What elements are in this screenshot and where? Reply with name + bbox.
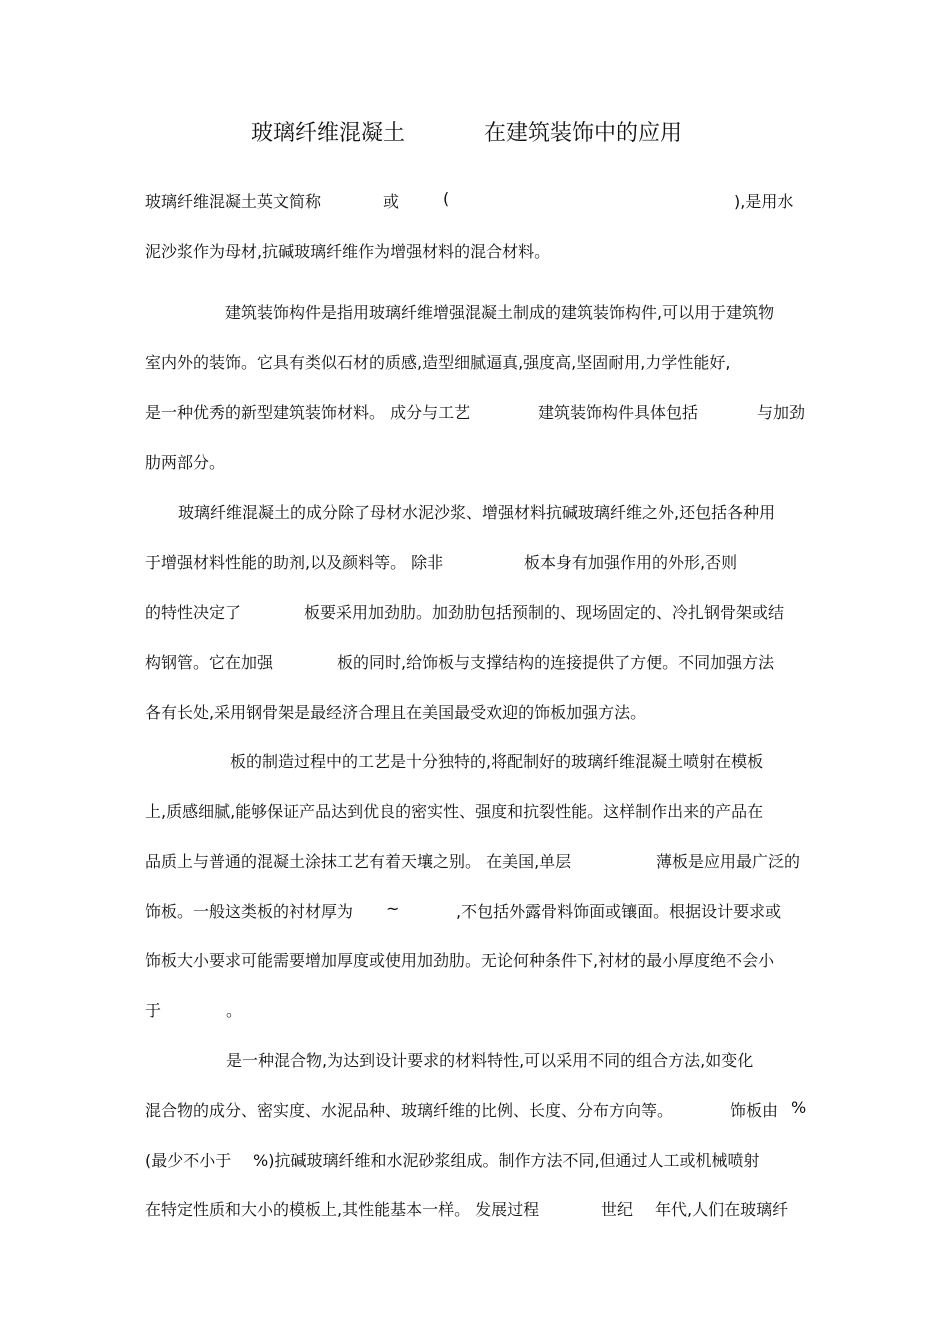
text-segment: 构钢管。它在加强 [145,653,274,672]
text-segment: 或 [383,192,400,211]
text-segment: 板要采用加劲肋。加劲肋包括预制的、现场固定的、冷扎钢骨架或结 [304,603,785,622]
text-line [0,600,950,624]
text-segment: ,不包括外露骨料饰面或镶面。根据设计要求或 [456,902,782,921]
text-segment: ( [443,189,450,208]
text-segment: 建筑装饰构件是指用玻璃纤维增强混凝土制成的建筑装饰构件,可以用于建筑物 [225,303,775,322]
text-segment: 建筑装饰构件具体包括 [538,403,699,422]
text-segment: 是一种混合物,为达到设计要求的材料特性,可以采用不同的组合方法,如变化 [226,1051,754,1070]
text-line [0,1197,950,1221]
text-line [0,450,950,474]
text-segment: 上,质感细腻,能够保证产品达到优良的密实性、强度和抗裂性能。这样制作出来的产品在 [145,802,764,821]
text-segment: 品质上与普通的混凝土涂抹工艺有着天壤之别。 在美国,单层 [145,852,572,871]
text-segment: 于 [145,1001,162,1020]
text-segment: ~ [386,899,400,918]
text-segment: 。 [226,1001,243,1020]
text-segment: 薄板是应用最广泛的 [656,852,801,871]
title-part-2: 在建筑装饰中的应用 [484,121,683,146]
text-segment: 世纪 [601,1200,634,1219]
text-segment: 饰板大小要求可能需要增加厚度或使用加劲肋。无论何种条件下,衬材的最小厚度绝不会小 [145,951,775,970]
text-segment: 与加劲 [757,403,806,422]
text-segment: (最少不小于 [145,1151,232,1170]
text-segment: 在特定性质和大小的模板上,其性能基本一样。 发展过程 [145,1200,540,1219]
text-line [0,899,950,923]
text-segment: 玻璃纤维混凝土的成分除了母材水泥沙浆、增强材料抗碱玻璃纤维之外,还包括各种用 [178,503,776,522]
text-line [0,350,950,374]
text-segment: %)抗碱玻璃纤维和水泥砂浆组成。制作方法不同,但通过人工或机械喷射 [253,1151,760,1170]
text-line [0,799,950,823]
text-line [0,1148,950,1172]
text-line [0,1048,950,1072]
text-segment: 是一种优秀的新型建筑装饰材料。 成分与工艺 [145,403,471,422]
text-line [0,400,950,424]
title-part-1: 玻璃纤维混凝土 [251,121,406,146]
text-segment: 于增强材料性能的助剂,以及颜料等。 除非 [145,553,444,572]
text-segment: ),是用水 [734,192,794,211]
text-segment: 各有长处,采用钢骨架是最经济合理且在美国最受欢迎的饰板加强方法。 [145,703,647,722]
text-segment: % [791,1098,807,1117]
text-line [0,300,950,324]
text-segment: 肋两部分。 [145,453,226,472]
document-title [0,116,950,146]
text-line [0,239,950,263]
text-line [0,550,950,574]
text-segment: 室内外的装饰。它具有类似石材的质感,造型细腻逼真,强度高,坚固耐用,力学性能好, [145,353,731,372]
text-line [0,749,950,773]
text-line [0,948,950,972]
text-line [0,998,950,1022]
text-line [0,650,950,674]
text-segment: 混合物的成分、密实度、水泥品种、玻璃纤维的比例、长度、分布方向等。 [145,1101,674,1120]
text-line [0,500,950,524]
text-segment: 板本身有加强作用的外形,否则 [524,553,738,572]
text-line [0,849,950,873]
text-segment: 板的同时,给饰板与支撑结构的连接提供了方便。不同加强方法 [337,653,775,672]
text-line [0,700,950,724]
text-segment: 板的制造过程中的工艺是十分独特的,将配制好的玻璃纤维混凝土喷射在模板 [230,752,764,771]
text-line [0,189,950,213]
text-segment: 的特性决定了 [145,603,242,622]
text-segment: 泥沙浆作为母材,抗碱玻璃纤维作为增强材料的混合材料。 [145,242,551,261]
text-segment: 饰板。一般这类板的衬材厚为 [145,902,354,921]
text-segment: 年代,人们在玻璃纤 [655,1200,789,1219]
text-line [0,1098,950,1122]
text-segment: 玻璃纤维混凝土英文简称 [145,192,322,211]
text-segment: 饰板由 [730,1101,779,1120]
